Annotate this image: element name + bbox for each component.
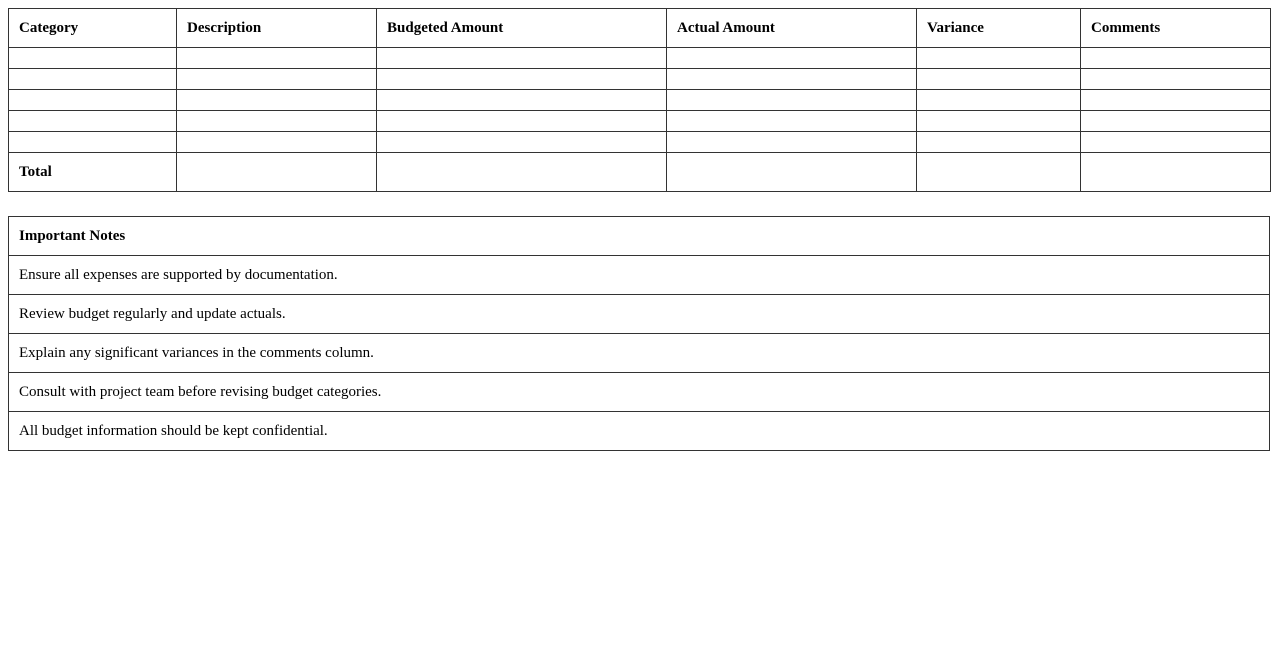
table-cell[interactable] <box>917 48 1081 69</box>
notes-table <box>8 216 1270 451</box>
table-cell[interactable] <box>377 90 667 111</box>
table-cell[interactable] <box>9 90 177 111</box>
note-row <box>9 256 1270 295</box>
table-cell[interactable] <box>1081 48 1271 69</box>
header-description: Description <box>177 9 377 48</box>
table-cell[interactable] <box>177 48 377 69</box>
table-cell[interactable] <box>9 69 177 90</box>
note-item: Consult with project team before revising budget categories. <box>9 373 1270 412</box>
header-category: Category <box>9 9 177 48</box>
table-row <box>9 90 1271 111</box>
note-row <box>9 334 1270 373</box>
total-variance-cell[interactable] <box>917 153 1081 192</box>
note-row <box>9 373 1270 412</box>
table-cell[interactable] <box>917 132 1081 153</box>
table-cell[interactable] <box>377 111 667 132</box>
table-cell[interactable] <box>917 111 1081 132</box>
total-description-cell[interactable] <box>177 153 377 192</box>
table-row <box>9 132 1271 153</box>
table-cell[interactable] <box>177 90 377 111</box>
table-cell[interactable] <box>667 69 917 90</box>
table-cell[interactable] <box>177 111 377 132</box>
table-cell[interactable] <box>667 111 917 132</box>
total-comments-cell[interactable] <box>1081 153 1271 192</box>
table-cell[interactable] <box>9 48 177 69</box>
note-item: All budget information should be kept confidential. <box>9 412 1270 451</box>
table-cell[interactable] <box>377 69 667 90</box>
table-cell[interactable] <box>377 132 667 153</box>
table-row <box>9 48 1271 69</box>
table-row <box>9 69 1271 90</box>
note-item: Review budget regularly and update actuals. <box>9 295 1270 334</box>
note-row <box>9 412 1270 451</box>
table-cell[interactable] <box>9 132 177 153</box>
notes-header-row <box>9 217 1270 256</box>
table-cell[interactable] <box>377 48 667 69</box>
header-variance: Variance <box>917 9 1081 48</box>
table-cell[interactable] <box>1081 111 1271 132</box>
table-cell[interactable] <box>917 90 1081 111</box>
table-cell[interactable] <box>667 90 917 111</box>
total-row <box>9 153 1271 192</box>
budget-header-row <box>9 9 1271 48</box>
table-cell[interactable] <box>177 69 377 90</box>
notes-title: Important Notes <box>9 217 1270 256</box>
table-cell[interactable] <box>917 69 1081 90</box>
table-cell[interactable] <box>177 132 377 153</box>
table-cell[interactable] <box>667 132 917 153</box>
total-budgeted-cell[interactable] <box>377 153 667 192</box>
header-budgeted-amount: Budgeted Amount <box>377 9 667 48</box>
table-cell[interactable] <box>9 111 177 132</box>
note-item: Ensure all expenses are supported by documentation. <box>9 256 1270 295</box>
total-label: Total <box>9 153 177 192</box>
total-actual-cell[interactable] <box>667 153 917 192</box>
table-cell[interactable] <box>1081 132 1271 153</box>
table-row <box>9 111 1271 132</box>
note-row <box>9 295 1270 334</box>
header-comments: Comments <box>1081 9 1271 48</box>
table-cell[interactable] <box>1081 90 1271 111</box>
table-cell[interactable] <box>667 48 917 69</box>
budget-table <box>8 8 1271 192</box>
header-actual-amount: Actual Amount <box>667 9 917 48</box>
note-item: Explain any significant variances in the comments column. <box>9 334 1270 373</box>
table-cell[interactable] <box>1081 69 1271 90</box>
